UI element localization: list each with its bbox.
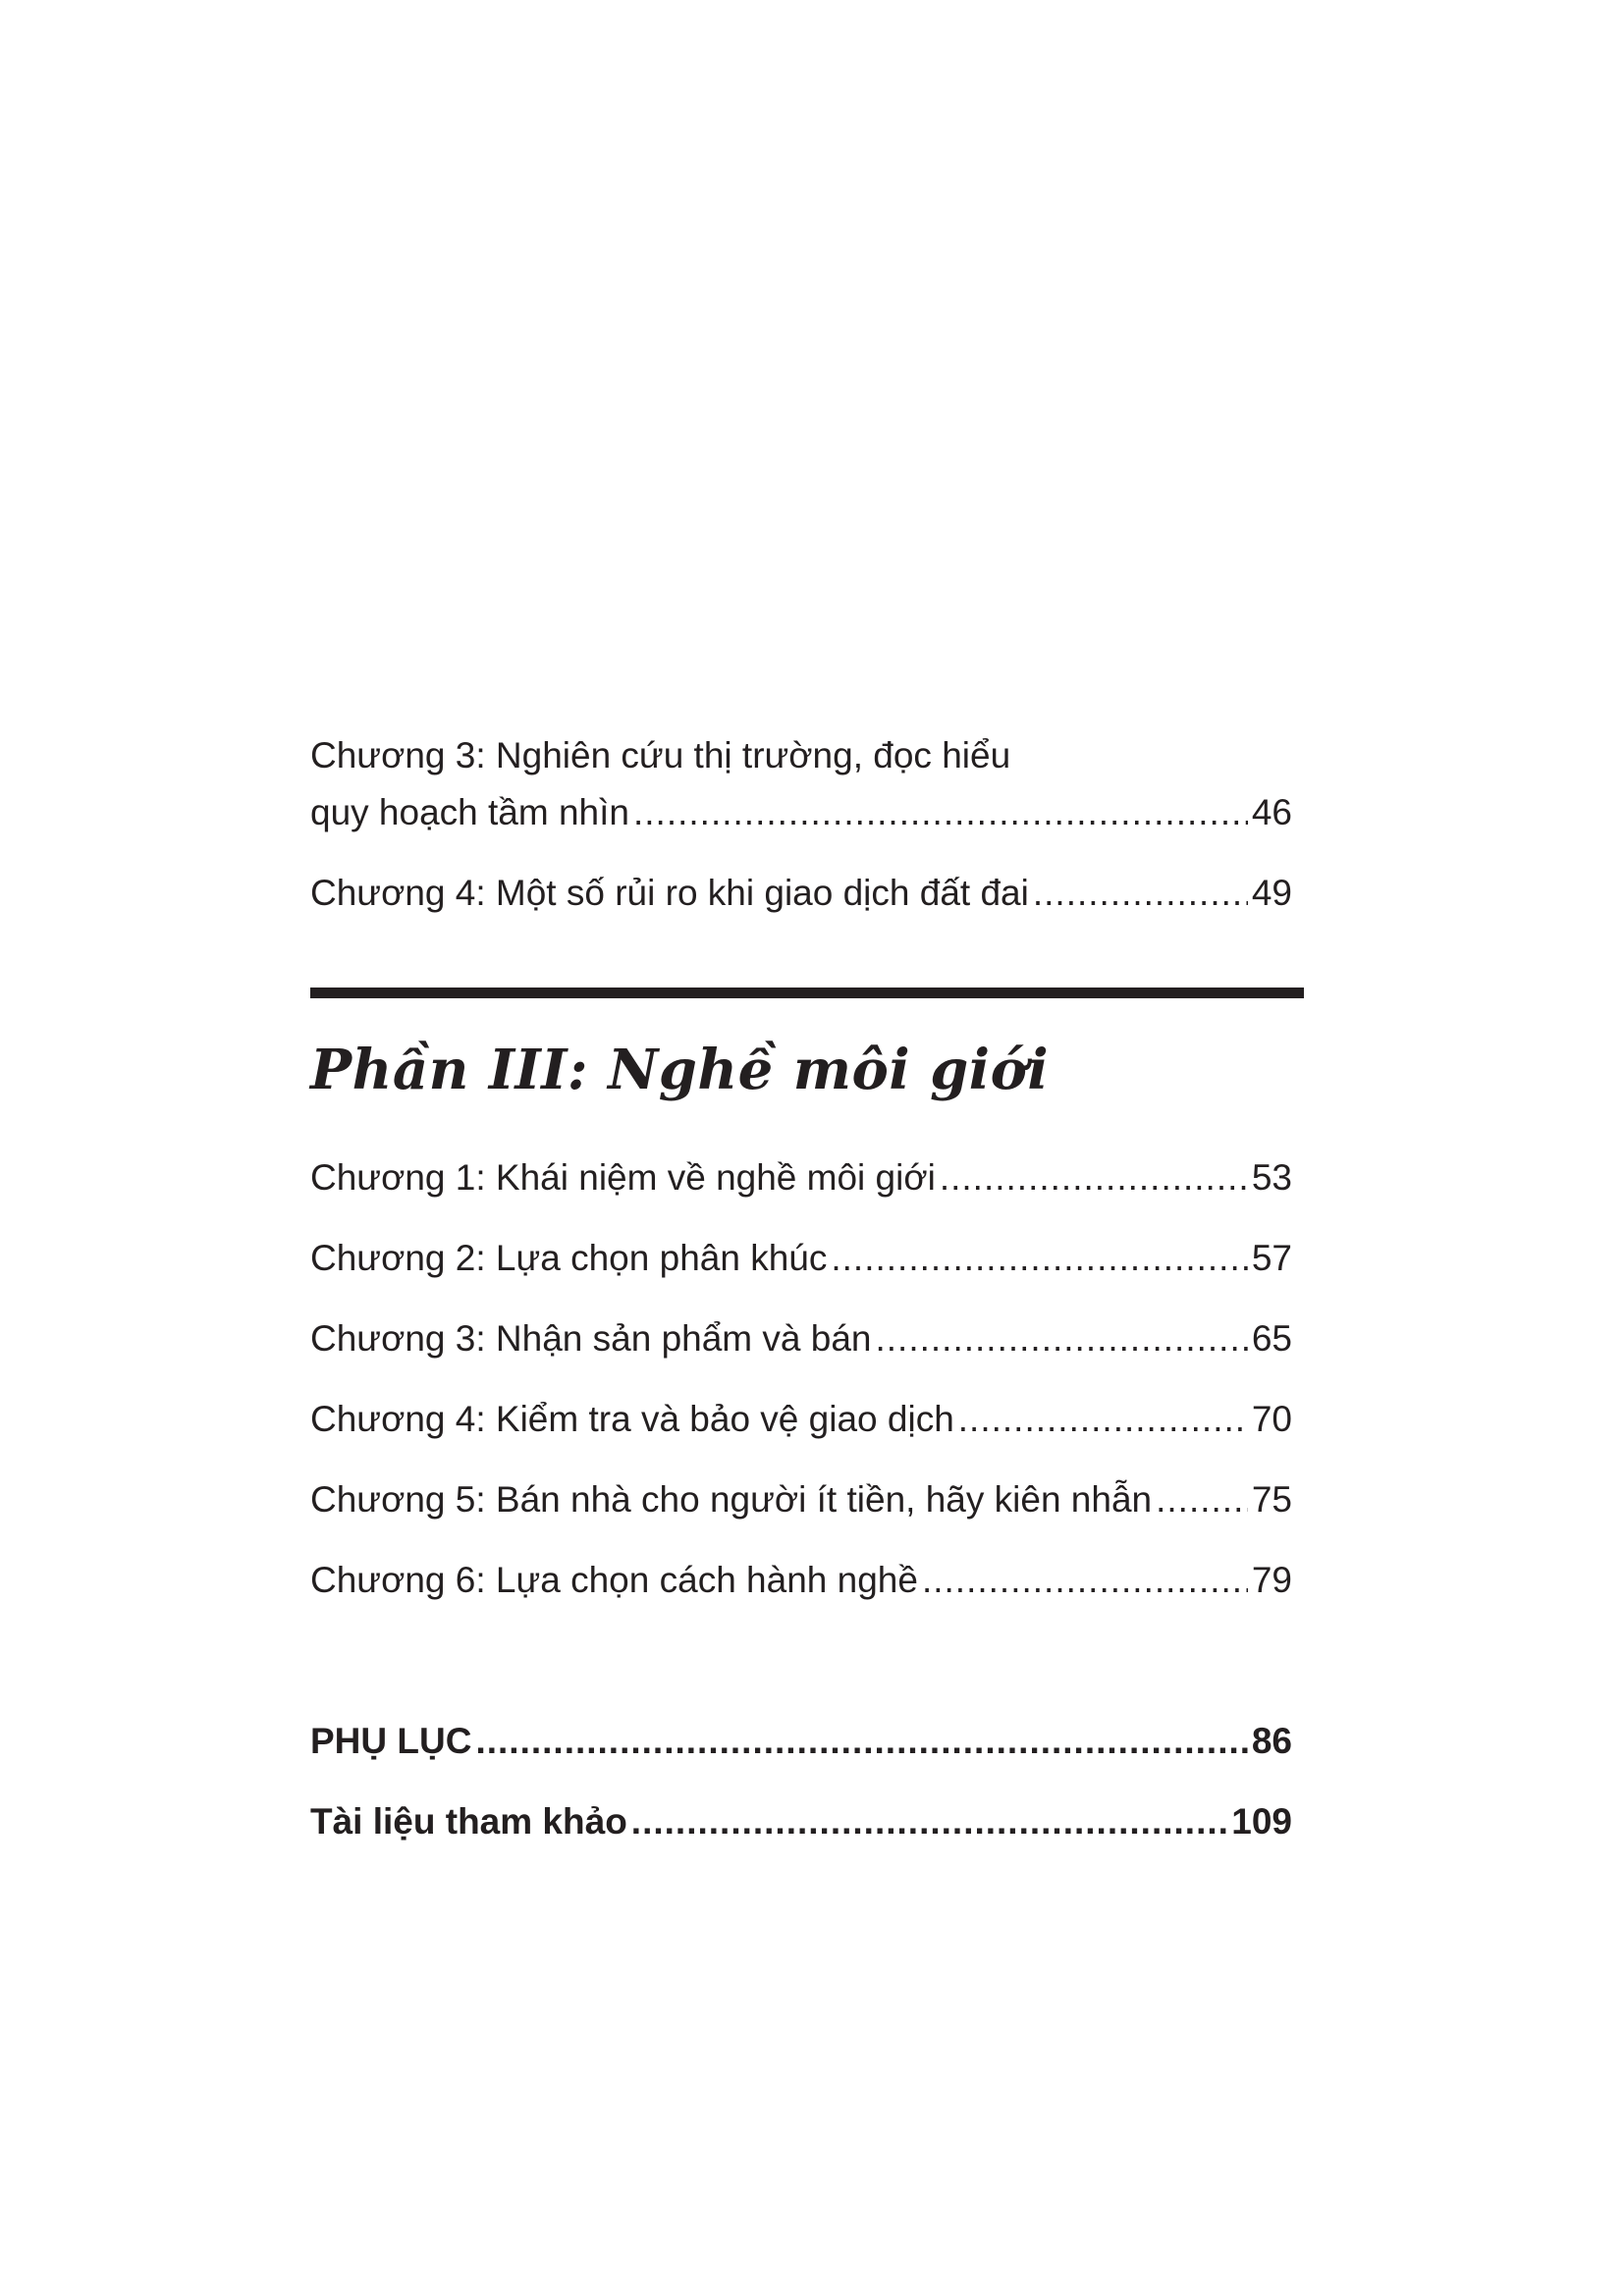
toc-page-number: 79	[1251, 1560, 1292, 1600]
toc-entry-title: Chương 5: Bán nhà cho người ít tiền, hãy kiên nhẫn	[310, 1479, 1153, 1520]
toc-page-number: 86	[1251, 1721, 1292, 1761]
dot-leader	[876, 1317, 1248, 1361]
toc-page-number: 65	[1251, 1318, 1292, 1359]
toc-page-number: 57	[1251, 1238, 1292, 1278]
toc-entry-title: Tài liệu tham khảo	[310, 1801, 627, 1842]
toc-entry-part3-ch3[interactable]	[310, 1317, 1292, 1361]
toc-entry-ch3[interactable]	[310, 791, 1292, 834]
toc-entry-title: quy hoạch tầm nhìn	[310, 792, 629, 832]
toc-entry-part3-ch2[interactable]	[310, 1237, 1292, 1280]
toc-entry-ch4[interactable]	[310, 872, 1292, 915]
dot-leader	[1033, 872, 1248, 915]
dot-leader	[922, 1559, 1248, 1602]
dot-leader	[475, 1720, 1247, 1763]
section-divider	[310, 988, 1304, 998]
toc-page-number: 53	[1251, 1157, 1292, 1198]
toc-page-number: 75	[1251, 1479, 1292, 1520]
dot-leader	[958, 1398, 1248, 1441]
toc-page-number: 46	[1251, 792, 1292, 832]
toc-page-number: 49	[1251, 873, 1292, 913]
toc-entry-references[interactable]	[310, 1800, 1292, 1843]
toc-entry-title: Chương 4: Kiểm tra và bảo vệ giao dịch	[310, 1399, 954, 1439]
toc-page-number: 70	[1251, 1399, 1292, 1439]
toc-entry-title: PHỤ LỤC	[310, 1721, 472, 1761]
toc-entry-part3-ch1[interactable]	[310, 1156, 1292, 1200]
toc-entry-ch3-line1: Chương 3: Nghiên cứu thị trường, đọc hiểu	[310, 735, 1011, 775]
dot-leader	[831, 1237, 1247, 1280]
toc-entry-part3-ch4[interactable]	[310, 1398, 1292, 1441]
dot-leader	[940, 1156, 1248, 1200]
toc-entry-part3-ch6[interactable]	[310, 1559, 1292, 1602]
toc-entry-part3-ch5[interactable]	[310, 1478, 1292, 1522]
toc-entry-appendix[interactable]	[310, 1720, 1292, 1763]
section-title-part3: Phần III: Nghề môi giới	[310, 1038, 1050, 1102]
toc-entry-title: Chương 4: Một số rủi ro khi giao dịch đất đai	[310, 873, 1029, 913]
toc-entry-title: Chương 1: Khái niệm về nghề môi giới	[310, 1157, 936, 1198]
toc-entry-title: Chương 2: Lựa chọn phân khúc	[310, 1238, 828, 1278]
toc-entry-title: Chương 6: Lựa chọn cách hành nghề	[310, 1560, 918, 1600]
toc-entry-title: Chương 3: Nhận sản phẩm và bán	[310, 1318, 872, 1359]
toc-page-number: 109	[1231, 1801, 1292, 1842]
dot-leader	[633, 791, 1248, 834]
dot-leader	[631, 1800, 1227, 1843]
dot-leader	[1156, 1478, 1248, 1522]
